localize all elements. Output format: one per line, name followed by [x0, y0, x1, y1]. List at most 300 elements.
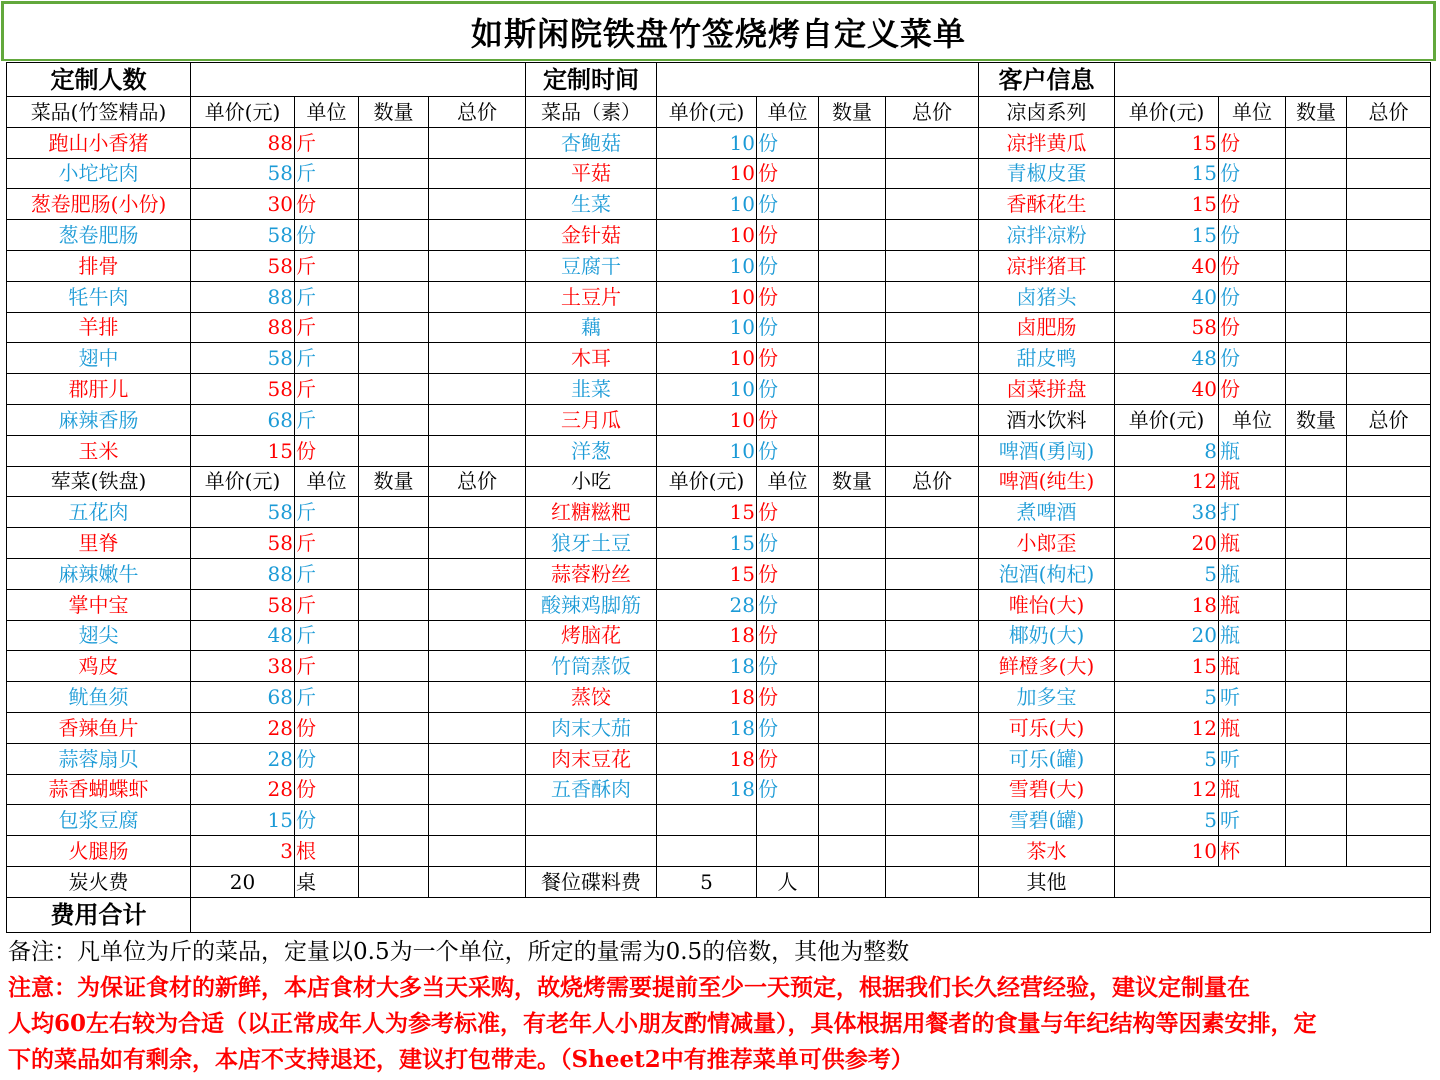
menu-item-name: 青椒皮蛋 [979, 158, 1115, 189]
menu-item-name: 洋葱 [526, 435, 657, 466]
total-price-cell[interactable] [429, 651, 526, 682]
menu-item-unit: 听 [1219, 805, 1286, 836]
menu-item-price: 40 [1115, 250, 1219, 281]
tableware-fee-quantity[interactable] [819, 866, 886, 897]
menu-title-bar [1, 1, 1436, 61]
menu-item-name: 雪碧(大) [979, 774, 1115, 805]
total-price-cell[interactable] [886, 158, 979, 189]
total-price-cell[interactable] [1347, 589, 1431, 620]
quantity-cell[interactable] [1286, 651, 1347, 682]
total-price-cell[interactable] [886, 281, 979, 312]
quantity-cell[interactable] [1286, 589, 1347, 620]
column-header-unit: 单位 [1219, 97, 1286, 128]
total-price-cell[interactable] [429, 189, 526, 220]
total-price-cell[interactable] [429, 343, 526, 374]
menu-item-price: 15 [657, 497, 757, 528]
column-header-unit: 单位 [757, 466, 819, 497]
quantity-cell[interactable] [819, 312, 886, 343]
menu-item-price: 15 [191, 805, 295, 836]
menu-row [7, 558, 1431, 589]
quantity-cell[interactable] [359, 343, 429, 374]
menu-item-unit: 斤 [295, 558, 359, 589]
column-header-name: 凉卤系列 [979, 97, 1115, 128]
quantity-cell[interactable] [359, 589, 429, 620]
menu-item-price: 15 [657, 558, 757, 589]
menu-item-price: 58 [191, 220, 295, 251]
quantity-cell[interactable] [819, 528, 886, 559]
menu-item-price: 18 [657, 682, 757, 713]
menu-item-price: 12 [1115, 466, 1219, 497]
quantity-cell[interactable] [819, 220, 886, 251]
total-price-cell[interactable] [886, 404, 979, 435]
total-price-cell[interactable] [886, 497, 979, 528]
quantity-cell[interactable] [819, 127, 886, 158]
quantity-cell[interactable] [359, 312, 429, 343]
total-price-cell[interactable] [1347, 528, 1431, 559]
total-price-cell[interactable] [886, 682, 979, 713]
menu-item-name: 卤猪头 [979, 281, 1115, 312]
menu-item-name: 杏鲍菇 [526, 127, 657, 158]
menu-item-price: 15 [1115, 651, 1219, 682]
quantity-cell[interactable] [359, 435, 429, 466]
total-price-cell[interactable] [429, 712, 526, 743]
quantity-cell[interactable] [819, 558, 886, 589]
quantity-cell[interactable] [359, 712, 429, 743]
quantity-cell[interactable] [819, 158, 886, 189]
quantity-cell[interactable] [819, 712, 886, 743]
menu-item-unit: 份 [757, 743, 819, 774]
total-price-cell[interactable] [886, 651, 979, 682]
menu-item-price: 3 [191, 836, 295, 867]
menu-item-price: 40 [1115, 374, 1219, 405]
menu-item-unit: 份 [757, 558, 819, 589]
menu-item-unit: 份 [757, 712, 819, 743]
quantity-cell[interactable] [819, 651, 886, 682]
menu-row [7, 435, 1431, 466]
total-price-cell[interactable] [886, 435, 979, 466]
customer-info-input[interactable] [1115, 63, 1431, 97]
menu-item-unit: 斤 [295, 250, 359, 281]
menu-item-price: 10 [657, 435, 757, 466]
menu-item-unit: 份 [757, 189, 819, 220]
quantity-cell[interactable] [359, 682, 429, 713]
menu-item-unit: 份 [1219, 312, 1286, 343]
menu-item-name: 羊排 [7, 312, 191, 343]
tableware-fee-unit: 人 [757, 866, 819, 897]
menu-item-unit: 份 [295, 743, 359, 774]
total-price-cell[interactable] [1347, 743, 1431, 774]
menu-item-unit: 份 [757, 589, 819, 620]
menu-row [7, 589, 1431, 620]
quantity-cell[interactable] [819, 189, 886, 220]
menu-item-price: 28 [657, 589, 757, 620]
quantity-cell[interactable] [1286, 127, 1347, 158]
column-header-price: 单价(元) [1115, 97, 1219, 128]
total-price-cell[interactable] [886, 620, 979, 651]
menu-item-unit: 瓶 [1219, 774, 1286, 805]
menu-item-unit: 份 [1219, 374, 1286, 405]
menu-row [7, 158, 1431, 189]
column-header-total: 总价 [429, 97, 526, 128]
quantity-cell[interactable] [1286, 497, 1347, 528]
total-price-cell[interactable] [886, 589, 979, 620]
total-price-cell[interactable] [1347, 343, 1431, 374]
menu-item-unit: 份 [1219, 189, 1286, 220]
menu-item-unit: 份 [295, 712, 359, 743]
quantity-cell[interactable] [1286, 158, 1347, 189]
total-price-cell[interactable] [886, 712, 979, 743]
total-price-cell[interactable] [886, 558, 979, 589]
charcoal-fee-price: 20 [191, 866, 295, 897]
total-price-cell[interactable] [1347, 189, 1431, 220]
menu-item-price: 10 [1115, 836, 1219, 867]
menu-item-unit: 份 [295, 189, 359, 220]
menu-item-name: 金针菇 [526, 220, 657, 251]
quantity-cell[interactable] [819, 435, 886, 466]
quantity-cell[interactable] [1286, 836, 1347, 867]
quantity-cell[interactable] [359, 651, 429, 682]
total-row [7, 897, 1431, 932]
menu-item-unit: 份 [757, 497, 819, 528]
quantity-cell[interactable] [359, 189, 429, 220]
other-fee-input[interactable] [1115, 866, 1431, 897]
quantity-cell[interactable] [1286, 250, 1347, 281]
empty-cell[interactable] [757, 836, 819, 867]
order-time-input[interactable] [657, 63, 979, 97]
menu-item-price: 38 [191, 651, 295, 682]
menu-item-price: 28 [191, 743, 295, 774]
total-price-cell[interactable] [886, 743, 979, 774]
charcoal-fee-total[interactable] [429, 866, 526, 897]
menu-item-name: 五香酥肉 [526, 774, 657, 805]
menu-item-price: 5 [1115, 682, 1219, 713]
menu-item-price: 10 [657, 343, 757, 374]
total-input[interactable] [191, 897, 1431, 932]
menu-row [7, 743, 1431, 774]
column-header-qty: 数量 [1286, 404, 1347, 435]
total-price-cell[interactable] [886, 250, 979, 281]
menu-item-unit: 打 [1219, 497, 1286, 528]
quantity-cell[interactable] [359, 836, 429, 867]
quantity-cell[interactable] [1286, 466, 1347, 497]
total-price-cell[interactable] [1347, 312, 1431, 343]
menu-item-unit: 杯 [1219, 836, 1286, 867]
empty-cell[interactable] [526, 805, 657, 836]
quantity-cell[interactable] [1286, 805, 1347, 836]
menu-item-unit: 根 [295, 836, 359, 867]
menu-item-price: 10 [657, 220, 757, 251]
column-header-name: 小吃 [526, 466, 657, 497]
total-price-cell[interactable] [1347, 558, 1431, 589]
menu-item-price: 58 [191, 497, 295, 528]
total-price-cell[interactable] [429, 558, 526, 589]
menu-row [7, 682, 1431, 713]
empty-cell[interactable] [819, 805, 886, 836]
empty-cell[interactable] [526, 836, 657, 867]
quantity-cell[interactable] [1286, 220, 1347, 251]
menu-item-price: 58 [191, 158, 295, 189]
menu-item-unit: 瓶 [1219, 620, 1286, 651]
quantity-cell[interactable] [359, 250, 429, 281]
column-header-qty: 数量 [819, 97, 886, 128]
tableware-fee-label: 餐位碟料费 [526, 866, 657, 897]
quantity-cell[interactable] [359, 558, 429, 589]
quantity-cell[interactable] [359, 620, 429, 651]
total-price-cell[interactable] [886, 189, 979, 220]
menu-item-name: 跑山小香猪 [7, 127, 191, 158]
column-header-qty: 数量 [1286, 97, 1347, 128]
quantity-cell[interactable] [819, 281, 886, 312]
quantity-cell[interactable] [819, 589, 886, 620]
empty-cell[interactable] [886, 836, 979, 867]
warning-note-line-2: 人均60左右较为合适（以正常成年人为参考标准，有老年人小朋友酌情减量），具体根据用餐者的食量与年纪结构等因素安排，定 [8, 1010, 1317, 1037]
total-price-cell[interactable] [886, 312, 979, 343]
menu-item-name: 麻辣嫩牛 [7, 558, 191, 589]
quantity-cell[interactable] [819, 774, 886, 805]
total-price-cell[interactable] [429, 774, 526, 805]
menu-row [7, 805, 1431, 836]
menu-item-unit: 听 [1219, 743, 1286, 774]
quantity-cell[interactable] [1286, 682, 1347, 713]
total-price-cell[interactable] [429, 805, 526, 836]
total-price-cell[interactable] [1347, 774, 1431, 805]
menu-item-price: 28 [191, 774, 295, 805]
quantity-cell[interactable] [1286, 743, 1347, 774]
menu-item-name: 韭菜 [526, 374, 657, 405]
quantity-cell[interactable] [359, 220, 429, 251]
menu-title: 如斯闲院铁盘竹签烧烤自定义菜单 [470, 14, 966, 53]
total-price-cell[interactable] [1347, 158, 1431, 189]
column-header-qty: 数量 [359, 97, 429, 128]
menu-item-name: 鱿鱼须 [7, 682, 191, 713]
menu-item-name: 香酥花生 [979, 189, 1115, 220]
menu-item-unit: 份 [757, 528, 819, 559]
quantity-cell[interactable] [359, 404, 429, 435]
total-price-cell[interactable] [1347, 466, 1431, 497]
quantity-cell[interactable] [819, 404, 886, 435]
menu-row [7, 466, 1431, 497]
menu-item-price: 18 [657, 712, 757, 743]
total-price-cell[interactable] [1347, 374, 1431, 405]
quantity-cell[interactable] [1286, 712, 1347, 743]
menu-item-unit: 斤 [295, 343, 359, 374]
empty-cell[interactable] [819, 836, 886, 867]
menu-item-name: 可乐(罐) [979, 743, 1115, 774]
total-price-cell[interactable] [429, 158, 526, 189]
menu-item-price: 10 [657, 189, 757, 220]
total-price-cell[interactable] [1347, 712, 1431, 743]
menu-item-name: 排骨 [7, 250, 191, 281]
menu-item-price: 68 [191, 404, 295, 435]
total-price-cell[interactable] [886, 528, 979, 559]
total-price-cell[interactable] [429, 404, 526, 435]
total-price-cell[interactable] [429, 836, 526, 867]
menu-item-price: 5 [1115, 743, 1219, 774]
total-price-cell[interactable] [429, 528, 526, 559]
quantity-cell[interactable] [1286, 281, 1347, 312]
total-price-cell[interactable] [1347, 497, 1431, 528]
menu-item-name: 狼牙土豆 [526, 528, 657, 559]
menu-item-price: 68 [191, 682, 295, 713]
quantity-cell[interactable] [359, 743, 429, 774]
menu-item-price: 88 [191, 281, 295, 312]
menu-item-name: 蒜蓉扇贝 [7, 743, 191, 774]
menu-item-name: 翅尖 [7, 620, 191, 651]
empty-cell[interactable] [757, 805, 819, 836]
total-price-cell[interactable] [1347, 651, 1431, 682]
quantity-cell[interactable] [1286, 312, 1347, 343]
notes-area [8, 934, 1432, 1078]
menu-item-unit: 瓶 [1219, 435, 1286, 466]
quantity-cell[interactable] [359, 774, 429, 805]
column-header-price: 单价(元) [657, 466, 757, 497]
menu-item-price: 18 [657, 651, 757, 682]
total-price-cell[interactable] [1347, 836, 1431, 867]
empty-cell[interactable] [886, 805, 979, 836]
menu-item-name: 玉米 [7, 435, 191, 466]
column-header-qty: 数量 [359, 466, 429, 497]
menu-item-unit: 斤 [295, 620, 359, 651]
total-price-cell[interactable] [1347, 620, 1431, 651]
menu-item-price: 48 [1115, 343, 1219, 374]
menu-item-name: 凉拌黄瓜 [979, 127, 1115, 158]
menu-row [7, 127, 1431, 158]
quantity-cell[interactable] [359, 127, 429, 158]
total-price-cell[interactable] [886, 343, 979, 374]
total-price-cell[interactable] [429, 620, 526, 651]
menu-item-name: 肉末大茄 [526, 712, 657, 743]
total-price-cell[interactable] [429, 743, 526, 774]
quantity-cell[interactable] [1286, 343, 1347, 374]
menu-item-price: 38 [1115, 497, 1219, 528]
total-price-cell[interactable] [429, 281, 526, 312]
menu-item-unit: 斤 [295, 651, 359, 682]
empty-cell[interactable] [657, 805, 757, 836]
quantity-cell[interactable] [359, 158, 429, 189]
column-header-total: 总价 [1347, 97, 1431, 128]
quantity-cell[interactable] [1286, 620, 1347, 651]
total-price-cell[interactable] [429, 589, 526, 620]
quantity-cell[interactable] [359, 281, 429, 312]
quantity-cell[interactable] [819, 497, 886, 528]
other-fee-label: 其他 [979, 866, 1115, 897]
quantity-cell[interactable] [1286, 774, 1347, 805]
menu-item-name: 凉拌猪耳 [979, 250, 1115, 281]
total-price-cell[interactable] [1347, 435, 1431, 466]
charcoal-fee-quantity[interactable] [359, 866, 429, 897]
menu-item-name: 麻辣香肠 [7, 404, 191, 435]
order-info-row [7, 63, 1431, 97]
menu-item-name: 木耳 [526, 343, 657, 374]
total-price-cell[interactable] [886, 374, 979, 405]
quantity-cell[interactable] [819, 250, 886, 281]
quantity-cell[interactable] [819, 682, 886, 713]
total-price-cell[interactable] [429, 312, 526, 343]
quantity-cell[interactable] [1286, 528, 1347, 559]
quantity-cell[interactable] [819, 743, 886, 774]
menu-item-unit: 份 [757, 620, 819, 651]
menu-item-name: 小郎歪 [979, 528, 1115, 559]
total-price-cell[interactable] [1347, 127, 1431, 158]
column-header-name: 酒水饮料 [979, 404, 1115, 435]
menu-item-price: 18 [657, 743, 757, 774]
total-price-cell[interactable] [429, 682, 526, 713]
total-price-cell[interactable] [429, 250, 526, 281]
menu-item-unit: 份 [757, 343, 819, 374]
menu-item-name: 卤肥肠 [979, 312, 1115, 343]
total-price-cell[interactable] [886, 127, 979, 158]
headcount-input[interactable] [191, 63, 526, 97]
total-price-cell[interactable] [1347, 805, 1431, 836]
quantity-cell[interactable] [1286, 558, 1347, 589]
menu-item-name: 牦牛肉 [7, 281, 191, 312]
total-price-cell[interactable] [886, 774, 979, 805]
menu-item-price: 88 [191, 312, 295, 343]
quantity-cell[interactable] [819, 343, 886, 374]
menu-item-price: 10 [657, 312, 757, 343]
menu-item-price: 58 [191, 250, 295, 281]
menu-row [7, 528, 1431, 559]
menu-item-name: 里脊 [7, 528, 191, 559]
empty-cell[interactable] [657, 836, 757, 867]
column-header-name: 菜品(竹签精品) [7, 97, 191, 128]
menu-row [7, 774, 1431, 805]
total-price-cell[interactable] [429, 435, 526, 466]
total-price-cell[interactable] [1347, 682, 1431, 713]
quantity-cell[interactable] [359, 497, 429, 528]
tableware-fee-total[interactable] [886, 866, 979, 897]
menu-item-price: 20 [1115, 620, 1219, 651]
total-price-cell[interactable] [429, 220, 526, 251]
quantity-cell[interactable] [1286, 189, 1347, 220]
menu-item-name: 酸辣鸡脚筋 [526, 589, 657, 620]
menu-item-name: 肉末豆花 [526, 743, 657, 774]
menu-item-unit: 斤 [295, 404, 359, 435]
menu-item-price: 58 [191, 528, 295, 559]
column-header-qty: 数量 [819, 466, 886, 497]
total-price-cell[interactable] [429, 374, 526, 405]
menu-item-unit: 份 [1219, 127, 1286, 158]
menu-item-name: 五花肉 [7, 497, 191, 528]
menu-item-unit: 份 [1219, 281, 1286, 312]
menu-item-name: 火腿肠 [7, 836, 191, 867]
total-price-cell[interactable] [429, 127, 526, 158]
total-price-cell[interactable] [886, 220, 979, 251]
quantity-cell[interactable] [359, 374, 429, 405]
quantity-cell[interactable] [359, 528, 429, 559]
quantity-cell[interactable] [819, 374, 886, 405]
menu-item-name: 竹筒蒸饭 [526, 651, 657, 682]
quantity-cell[interactable] [1286, 435, 1347, 466]
menu-item-name: 卤菜拼盘 [979, 374, 1115, 405]
total-price-cell[interactable] [1347, 281, 1431, 312]
menu-item-name: 加多宝 [979, 682, 1115, 713]
warning-note-line-3: 下的菜品如有剩余，本店不支持退还，建议打包带走。（Sheet2中有推荐菜单可供参考） [8, 1046, 914, 1073]
total-price-cell[interactable] [1347, 250, 1431, 281]
column-header-price: 单价(元) [191, 97, 295, 128]
menu-item-name: 啤酒(勇闯) [979, 435, 1115, 466]
menu-item-unit: 份 [757, 250, 819, 281]
quantity-cell[interactable] [819, 620, 886, 651]
quantity-cell[interactable] [359, 805, 429, 836]
quantity-cell[interactable] [1286, 374, 1347, 405]
menu-item-unit: 份 [757, 682, 819, 713]
menu-item-price: 15 [1115, 127, 1219, 158]
total-price-cell[interactable] [1347, 220, 1431, 251]
total-price-cell[interactable] [429, 497, 526, 528]
column-header-total: 总价 [886, 466, 979, 497]
menu-item-unit: 斤 [295, 127, 359, 158]
